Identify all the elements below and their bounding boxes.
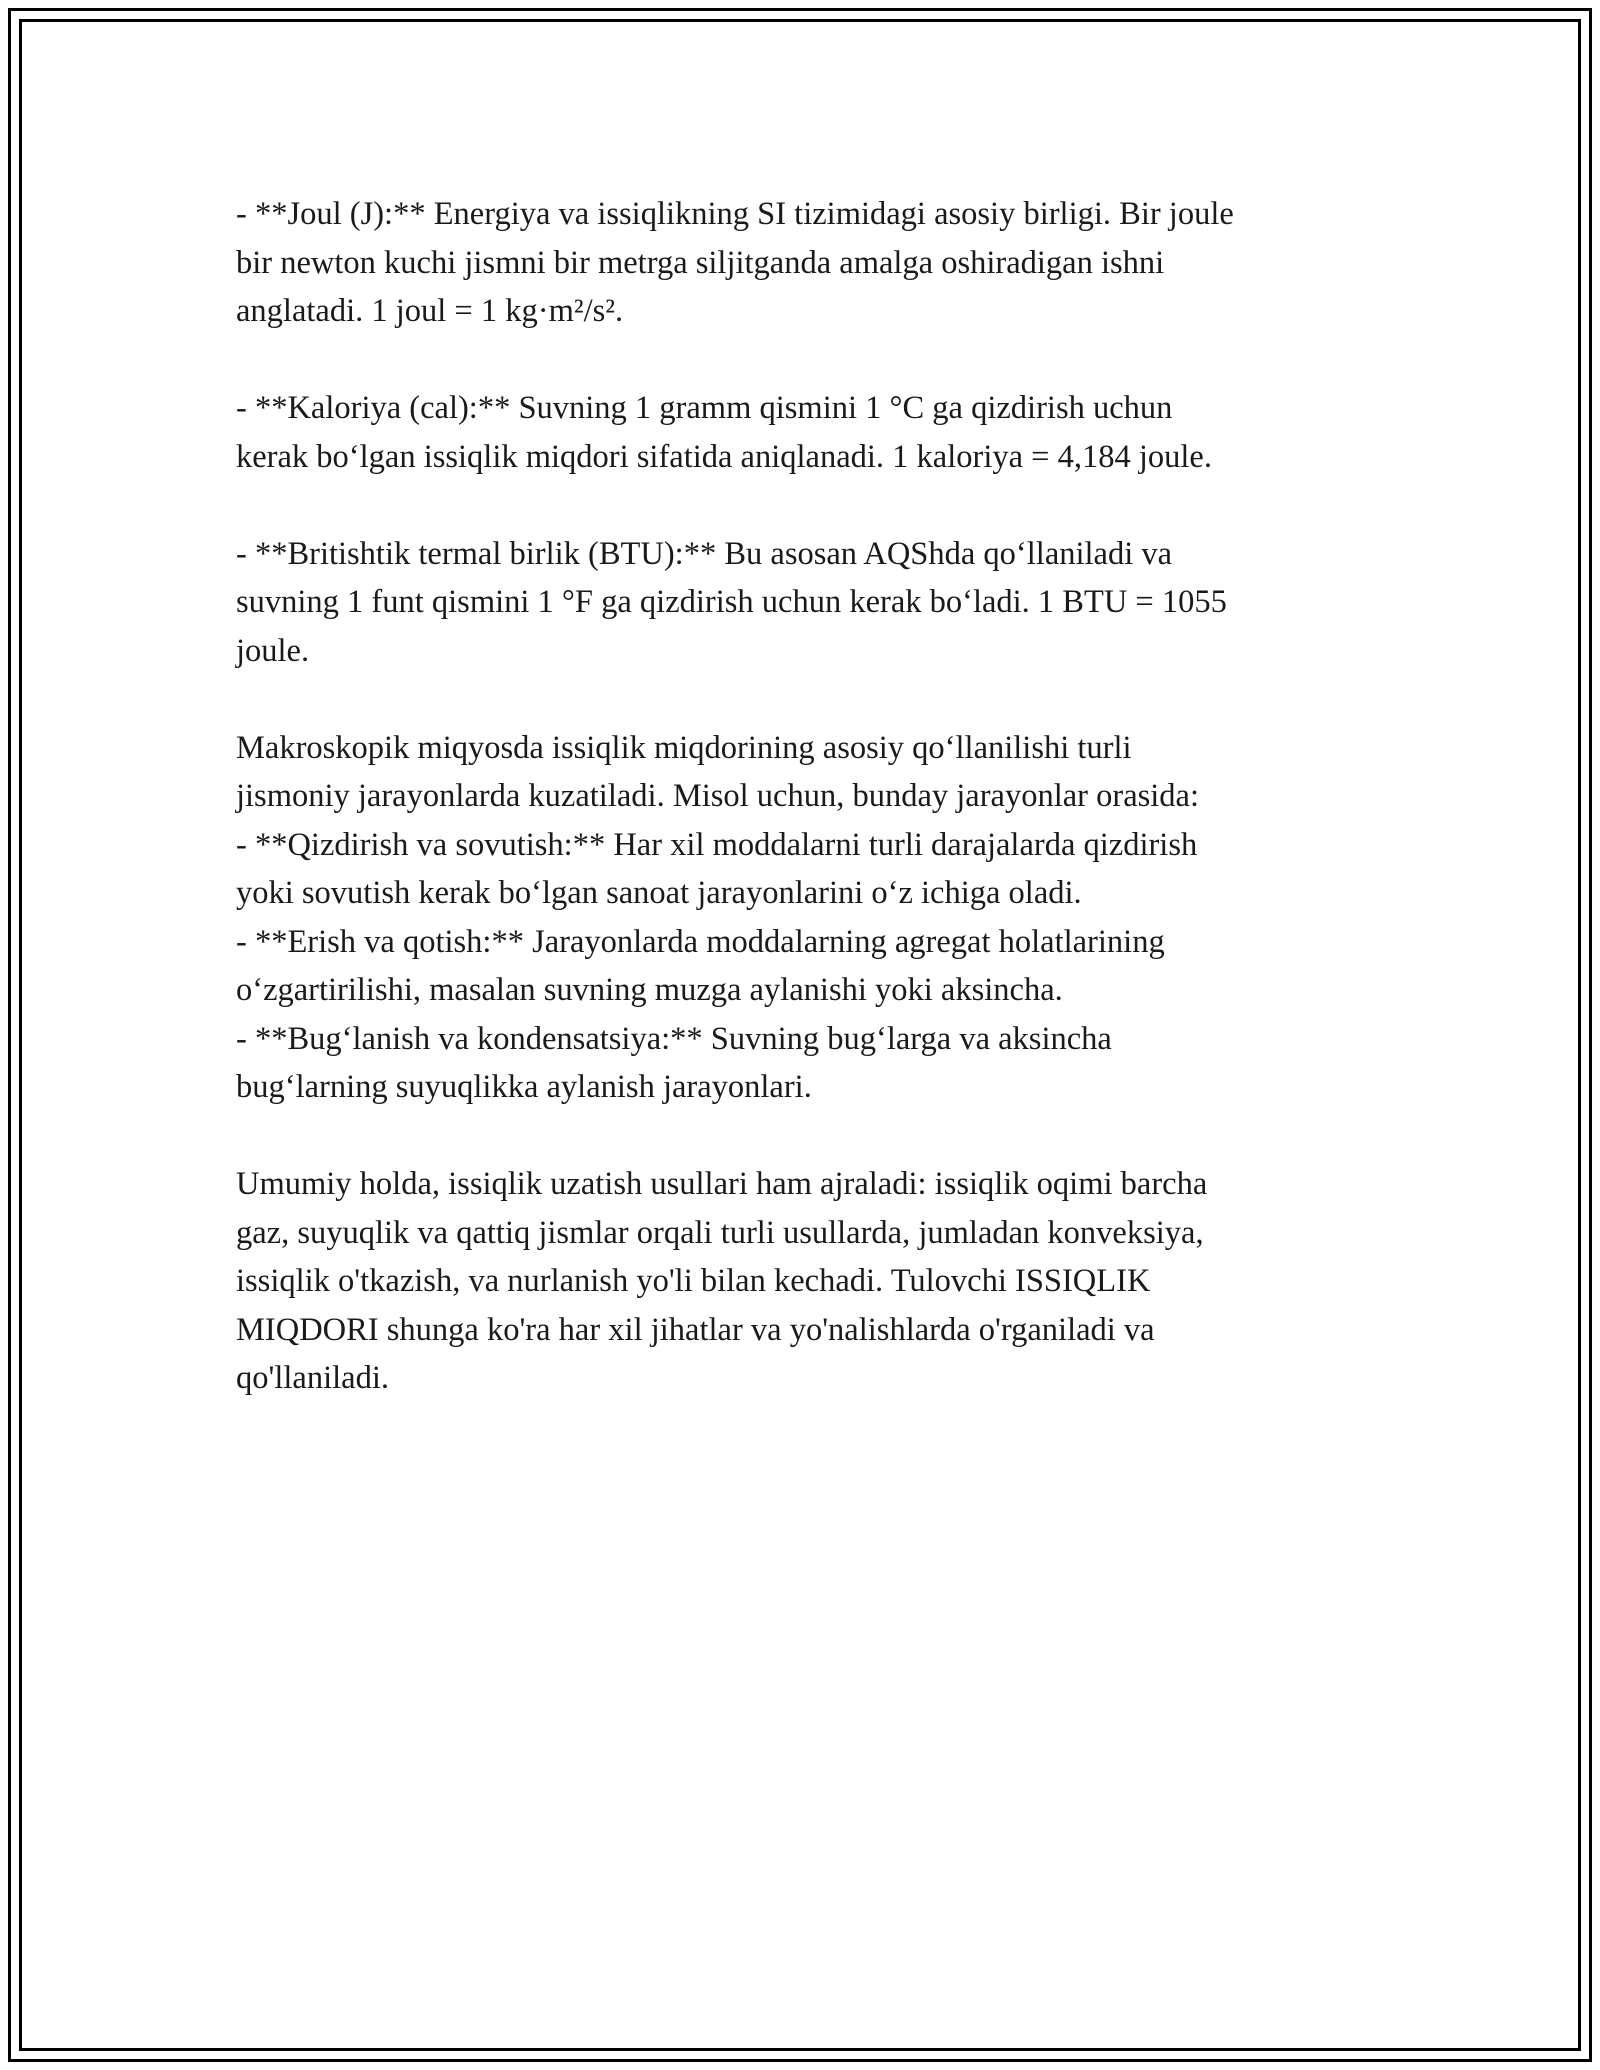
text-line: issiqlik o'tkazish, va nurlanish yo'li bilan kechadi. Tulovchi ISSIQLIK <box>236 1263 1151 1299</box>
text-line: bir newton kuchi jismni bir metrga siljitganda amalga oshiradigan ishni <box>236 244 1165 281</box>
text-line: - **Kaloriya (cal):** Suvning 1 gramm qismini 1 °C ga qizdirish uchun <box>236 390 1173 426</box>
text-line: qo'llaniladi. <box>236 1360 389 1396</box>
text-line: o‘zgartirilishi, masalan suvning muzga aylanishi yoki aksincha. <box>236 972 1063 1008</box>
text-line: - **Bug‘lanish va kondensatsiya:** Suvning bug‘larga va aksincha <box>236 1020 1112 1057</box>
text-line: jismoniy jarayonlarda kuzatiladi. Misol uchun, bunday jarayonlar orasida: <box>236 778 1200 814</box>
text-line: anglatadi. 1 joul = 1 kg·m²/s². <box>236 293 624 329</box>
paragraph-btu <box>236 530 1396 676</box>
text-line: MIQDORI shunga ko'ra har xil jihatlar va yo'nalishlarda o'rganiladi va <box>236 1311 1155 1348</box>
paragraph-joule <box>236 190 1396 336</box>
text-line: gaz, suyuqlik va qattiq jismlar orqali turli usullarda, jumladan konveksiya, <box>236 1214 1204 1251</box>
document-body <box>236 190 1396 1451</box>
text-line: Umumiy holda, issiqlik uzatish usullari ham ajraladi: issiqlik oqimi barcha <box>236 1166 1208 1202</box>
text-line: kerak bo‘lgan issiqlik miqdori sifatida aniqlanadi. 1 kaloriya = 4,184 joule. <box>236 438 1212 475</box>
text-line: - **Qizdirish va sovutish:** Har xil moddalarni turli darajalarda qizdirish <box>236 826 1198 863</box>
paragraph-heat-transfer <box>236 1160 1396 1403</box>
text-line: bug‘larning suyuqlikka aylanish jarayonlari. <box>236 1069 812 1105</box>
text-line: - **Britishtik termal birlik (BTU):** Bu asosan AQShda qo‘llaniladi va <box>236 535 1173 572</box>
text-line: joule. <box>236 632 310 669</box>
text-line: - **Joul (J):** Energiya va issiqlikning SI tizimidagi asosiy birligi. Bir joule <box>236 196 1234 232</box>
paragraph-macroscopic <box>236 724 1396 1112</box>
text-line: yoki sovutish kerak bo‘lgan sanoat jarayonlarini o‘z ichiga oladi. <box>236 875 1082 911</box>
text-line: Makroskopik miqyosda issiqlik miqdorining asosiy qo‘llanilishi turli <box>236 729 1132 766</box>
text-line: - **Erish va qotish:** Jarayonlarda moddalarning agregat holatlarining <box>236 923 1165 960</box>
paragraph-calorie <box>236 384 1396 481</box>
text-line: suvning 1 funt qismini 1 °F ga qizdirish uchun kerak bo‘ladi. 1 BTU = 1055 <box>236 584 1227 620</box>
